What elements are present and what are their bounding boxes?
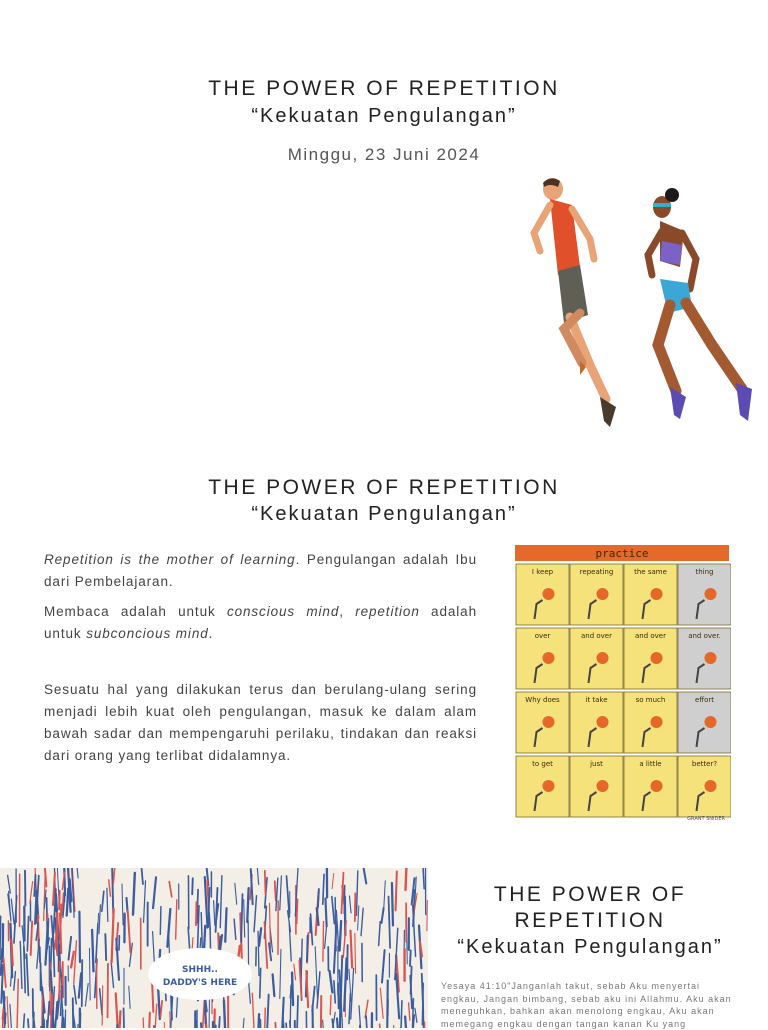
scribble-stroke <box>292 973 293 1005</box>
comic-panel-text: and over <box>635 632 666 640</box>
scribble-stroke <box>205 996 206 1024</box>
comic-panel <box>678 564 731 625</box>
basketball-icon <box>597 588 609 600</box>
comic-panel-text: the same <box>634 568 667 576</box>
scribble-stroke <box>355 933 356 973</box>
p2-text-a: Membaca adalah untuk <box>44 604 227 619</box>
comic-panel-text: it take <box>585 696 607 704</box>
slide-title <box>0 0 768 440</box>
basketball-icon <box>651 588 663 600</box>
speech-line-2: DADDY'S HERE <box>163 978 237 988</box>
p2-repetition: repetition <box>355 604 420 619</box>
basketball-icon <box>543 780 555 792</box>
basketball-icon <box>543 652 555 664</box>
comic-panel-text: over <box>535 632 551 640</box>
comic-panel-text: just <box>589 760 603 768</box>
comic-panel <box>570 756 623 817</box>
scribble-stroke <box>34 875 35 896</box>
scribble-stroke <box>247 888 248 922</box>
scribble-stroke <box>340 994 341 1028</box>
p2-conscious-mind: conscious mind <box>227 604 339 619</box>
scribble-stroke <box>65 1010 66 1028</box>
basketball-icon <box>705 652 717 664</box>
scribble-stroke <box>410 950 411 965</box>
scribble-stroke <box>102 986 103 1025</box>
slide-verse <box>0 860 768 1024</box>
scribble-stroke <box>105 934 106 960</box>
comic-panel-text: and over <box>581 632 612 640</box>
comic-panel <box>570 564 623 625</box>
comic-panel-text: so much <box>636 696 666 704</box>
scribble-stroke <box>214 1026 215 1028</box>
p2-text-g: . <box>209 626 214 641</box>
woman-runner-figure <box>648 188 752 421</box>
scribble-stroke <box>330 995 331 1014</box>
scribble-stroke <box>59 961 60 999</box>
comic-panel <box>624 628 677 689</box>
scribble-stroke <box>307 936 308 962</box>
scribble-stroke <box>265 871 266 894</box>
scribble-stroke <box>290 986 291 1028</box>
paragraph-1 <box>44 549 477 593</box>
scribble-stroke <box>79 912 80 962</box>
comic-panel-text: I keep <box>532 568 554 576</box>
slide3-title-line2: REPETITION <box>440 908 740 934</box>
scribble-stroke <box>422 983 423 1025</box>
slide2-body <box>44 549 477 775</box>
comic-panel <box>624 692 677 753</box>
scribble-stroke <box>160 907 161 935</box>
comic-panel-text: and over. <box>688 632 721 640</box>
comic-panel <box>624 564 677 625</box>
scribble-stroke <box>63 1018 64 1028</box>
scribble-stroke <box>192 878 193 894</box>
scribble-stroke <box>275 1023 276 1028</box>
comic-panel <box>570 692 623 753</box>
slide-repetition <box>0 460 768 840</box>
comic-panel <box>570 628 623 689</box>
man-runner-figure <box>534 178 616 427</box>
p2-text-e: adalah untuk <box>44 604 477 641</box>
scribble-art-illustration <box>0 868 428 1028</box>
basketball-icon <box>651 652 663 664</box>
basketball-icon <box>705 716 717 728</box>
basketball-icon <box>705 588 717 600</box>
basketball-icon <box>705 780 717 792</box>
comic-panel-text: thing <box>695 568 713 576</box>
basketball-icon <box>597 780 609 792</box>
runners-illustration <box>520 175 760 435</box>
scribble-stroke <box>260 968 261 998</box>
basketball-icon <box>543 588 555 600</box>
p2-subconscious-mind: subconcious mind <box>86 626 208 641</box>
scribble-stroke <box>92 930 93 971</box>
scribble-stroke <box>323 922 324 962</box>
slide2-title: THE POWER OF REPETITION <box>0 476 768 500</box>
basketball-icon <box>597 652 609 664</box>
comic-panel <box>624 756 677 817</box>
scribble-stroke <box>225 908 226 942</box>
paragraph-3: Sesuatu hal yang dilakukan terus dan berulang-ulang sering menjadi lebih kuat oleh pengulangan, masuk ke dalam alam bawah sadar dan mempengaruhi perilaku, tindakan dan reaksi dari orang yang terlibat didalamnya. <box>44 679 477 767</box>
comic-panel <box>516 564 569 625</box>
scribble-stroke <box>340 921 342 951</box>
comic-panel <box>678 628 731 689</box>
comic-panel-text: repeating <box>580 568 614 576</box>
slide2-subtitle: “Kekuatan Pengulangan” <box>0 503 768 526</box>
comic-panel <box>678 756 731 817</box>
comic-panel-text: better? <box>692 760 717 768</box>
scribble-stroke <box>11 940 12 965</box>
practice-comic <box>513 543 731 823</box>
slide3-subtitle: “Kekuatan Pengulangan” <box>440 934 740 960</box>
quote-italic: Repetition is the mother of learning <box>44 552 296 567</box>
p2-text-c: , <box>339 604 355 619</box>
comic-panel <box>516 628 569 689</box>
slide3-title-line1: THE POWER OF <box>440 882 740 908</box>
quote-translation: . Pengulangan adalah Ibu dari Pembelajaran. <box>44 552 477 589</box>
comic-panel-text: Why does <box>525 696 560 704</box>
slide1-subtitle: “Kekuatan Pengulangan” <box>0 105 768 128</box>
bible-verse: Yesaya 41:10"Janganlah takut, sebab Aku menyertai engkau, Jangan bimbang, sebab aku ini Allahmu. Aku akan meneguhkan, bahkan akan menolong engkau, Aku akan memegang engkau dengan tangan kanan Ku yang <box>441 980 741 1030</box>
basketball-icon <box>651 780 663 792</box>
comic-panel <box>516 756 569 817</box>
scribble-stroke <box>112 868 113 914</box>
paragraph-2 <box>44 601 477 645</box>
basketball-icon <box>543 716 555 728</box>
speech-line-1: SHHH.. <box>182 965 218 975</box>
basketball-icon <box>597 716 609 728</box>
comic-panel-text: a little <box>639 760 661 768</box>
comic-credit: GRANT SNIDER <box>687 816 725 822</box>
scribble-stroke <box>405 868 406 890</box>
comic-panel <box>516 692 569 753</box>
comic-panel <box>678 692 731 753</box>
scribble-stroke <box>396 872 397 911</box>
scribble-stroke <box>297 899 298 923</box>
comic-panel-text: to get <box>532 760 553 768</box>
scribble-stroke <box>425 1022 426 1028</box>
slide1-title: THE POWER OF REPETITION <box>0 77 768 101</box>
comic-header-label: practice <box>596 547 649 560</box>
comic-panel-text: effort <box>695 696 714 704</box>
scribble-stroke <box>318 889 319 907</box>
scribble-stroke <box>258 1014 259 1028</box>
scribble-stroke <box>275 881 276 900</box>
scribble-stroke <box>241 894 242 942</box>
slide1-date: Minggu, 23 Juni 2024 <box>0 145 768 165</box>
basketball-icon <box>651 716 663 728</box>
scribble-stroke <box>67 888 69 915</box>
scribble-stroke <box>325 898 326 926</box>
scribble-stroke <box>392 883 393 925</box>
